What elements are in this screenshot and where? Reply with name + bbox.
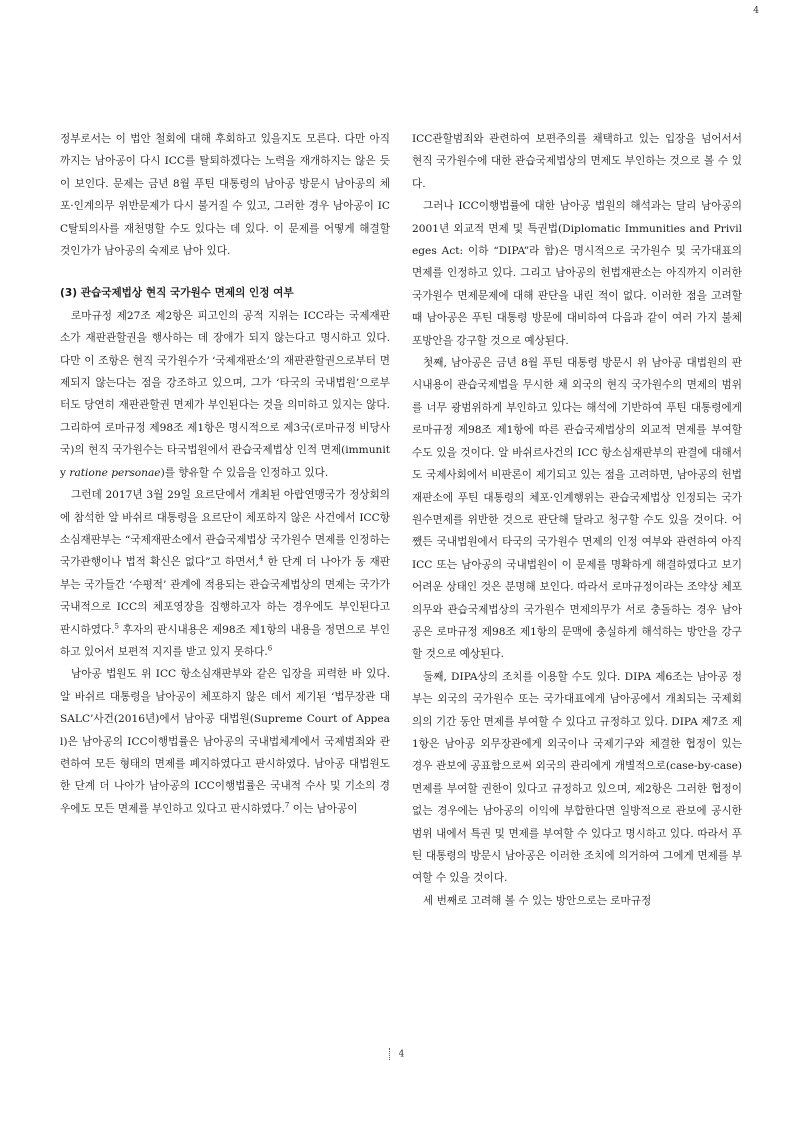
paragraph: 그러나 ICC이행법률에 대한 남아공 법원의 해석과는 달리 남아공의 2001년 외교적 면제 및 특권법(Diplomatic Immunities and Privileges Act: 이하 “DIPA”라 함)은 명시적으로 국가원수 및 국가대표의 면제를 인정하고 있다. 그리고 남아공의 헌법재판소는 아직까지 이러한 국가원수 면제문제에 대해 판단을 내린 적이 없다. 이러한 점을 고려할 때 남아공은 푸틴 대통령 방문에 대비하여 다음과 같이 여러 가지 불체포방안을 강구할 것으로 예상된다. xyxy=(412,200,742,347)
paragraph: 로마규정 제27조 제2항은 피고인의 공적 지위는 ICC라는 국제재판소가 재판관할권을 행사하는 데 장애가 되지 않는다고 명시하고 있다. 다만 이 조항은 현직 국가원수가 ‘국제재판소’의 재판관할권으로부터 면제되지 않는다는 점을 강조하고 있으며, 그가 ‘타국의 국내법원’으로부터도 당연히 재판관할권 면제가 부인된다는 것을 의미하고 있지는 않다. 그리하여 로마규정 제98조 제1항은 명시적으로 제3국(로마규정 비당사국)의 현직 국가원수는 타국법원에서 관습국제법상 인적 면제(immunity ratione personae)를 향유할 수 있음을 인정하고 있다. xyxy=(60,309,390,479)
paragraph: ICC관할범죄와 관련하여 보편주의를 채택하고 있는 입장을 넘어서서 현직 국가원수에 대한 관습국제법상의 면제도 부인하는 것으로 볼 수 있다. xyxy=(412,133,742,190)
section-heading: (3) 관습국제법상 현직 국가원수 면제의 인정 여부 xyxy=(60,287,294,300)
paragraph: 그런데 2017년 3월 29일 요르단에서 개최된 아랍연맹국가 정상회의에 참석한 알 바쉬르 대통령을 요르단이 체포하지 않은 사건에서 ICC항소심재판부는 “국제재판소에서 관습국제법상 국가원수 면제를 인정하는 국가관행이나 법적 확신은 없다”고 하면서,$^4$ 한 단계 더 나아가 동 재판부는 국가들간 ‘수평적’ 관계에 적용되는 관습국제법상의 면제는 국가가 국내적으로 ICC의 체포영장을 집행하고자 하는 경우에도 부인된다고 판시하였다.$^5$ 후자의 판시내용은 제98조 제1항의 내용을 정면으로 부인하고 있어서 보편적 지지를 받고 있지 못하다.$^6$ xyxy=(60,489,390,658)
footnote-ref: 5 xyxy=(114,622,120,630)
footnote-ref: 7 xyxy=(284,801,290,810)
footnote-ref: 6 xyxy=(267,644,273,653)
footer-mark-icon xyxy=(389,1048,393,1060)
paragraph: 남아공 법원도 위 ICC 항소심재판부와 같은 입장을 피력한 바 있다. 알 바쉬르 대통령을 남아공이 체포하지 않은 데서 제기된 ‘법무장관 대 SALC’사건(2016년)에서 남아공 대법원(Supreme Court of Appeal)은 남아공의 ICC이행법률은 남아공의 국내법체계에서 국제범죄와 관련하여 모든 형태의 면제를 폐지하였다고 판시하였다. 남아공 대법원도 한 단계 더 나아가 남아공의 ICC이행법률은 국내적 수사 및 기소의 경우에도 모든 면제를 부인하고 있다고 판시하였다.$^7$ 이는 남아공이 xyxy=(60,668,390,815)
paragraph: 첫째, 남아공은 금년 8월 푸틴 대통령 방문시 위 남아공 대법원의 판시내용이 관습국제법을 무시한 채 외국의 현직 국가원수의 면제의 범위를 너무 광범위하게 부인하고 있다는 해석에 기반하여 푸틴 대통령에게 로마규정 제98조 제1항에 따른 관습국제법상의 외교적 면제를 부여할 수도 있을 것이다. 알 바쉬르사건의 ICC 항소심재판부의 판결에 대해서도 국제사회에서 비판론이 제기되고 있는 점을 고려하면, 남아공의 헌법재판소에 푸틴 대통령의 체포·인계행위는 관습국제법상 인정되는 국가원수면제를 위반한 것으로 판단해 달라고 청구할 수도 있을 것이다. 어쨌든 국내법원에서 타국의 국가원수 면제의 인정 여부와 관련하여 아직 ICC 또는 남아공의 국내법원이 이 문제를 명확하게 해결하였다고 보기 어려운 상태인 것은 분명해 보인다. 따라서 로마규정이라는 조약상 체포의무와 관습국제법상의 국가원수 면제의무가 서로 충돌하는 경우 남아공은 로마규정 제98조 제1항의 문맥에 충실하게 해석하는 방안을 강구할 것으로 예상된다. xyxy=(412,357,742,661)
footer xyxy=(0,1048,793,1060)
paragraph: 둘째, DIPA상의 조치를 이용할 수도 있다. DIPA 제6조는 남아공 정부는 외국의 국가원수 또는 국가대표에게 남아공에서 개최되는 국제회의의 기간 동안 면제를 부여할 수 있다고 규정하고 있다. DIPA 제7조 제1항은 남아공 외무장관에게 외국이나 국제기구와 체결한 협정이 있는 경우 관보에 공표함으로써 외국의 관리에게 개별적으로(case-by-case) 면제를 부여할 권한이 있다고 규정하고 있으며, 제2항은 그러한 협정이 없는 경우에는 남아공의 이익에 부합한다면 일방적으로 관보에 공시한 범위 내에서 특권 및 면제를 부여할 수 있다고 명시하고 있다. 따라서 푸틴 대통령의 방문시 남아공은 이러한 조치에 의거하여 그에게 면제를 부여할 수 있을 것이다. xyxy=(412,670,742,885)
header-page-number: 4 xyxy=(753,6,759,16)
italic-term: ratione personae xyxy=(69,466,161,479)
footnote-ref: 4 xyxy=(258,554,264,563)
paragraph: 정부로서는 이 법안 철회에 대해 후회하고 있을지도 모른다. 다만 아직까지는 남아공이 다시 ICC를 탈퇴하겠다는 노력을 재개하지는 않은 듯이 보인다. 문제는 금년 8월 푸틴 대통령의 남아공 방문시 남아공의 체포·인계의무 위반문제가 다시 불거질 수 있고, 그러한 경우 남아공이 ICC탈퇴의사를 재천명할 수도 있다는 데 있다. 이 문제를 어떻게 해결할 것인가가 남아공의 숙제로 남아 있다. xyxy=(60,133,390,258)
left-column xyxy=(60,128,390,820)
right-column xyxy=(412,128,742,912)
footer-page-number: 4 xyxy=(398,1049,405,1060)
paragraph: 세 번째로 고려해 볼 수 있는 방안으로는 로마규정 xyxy=(423,894,652,907)
